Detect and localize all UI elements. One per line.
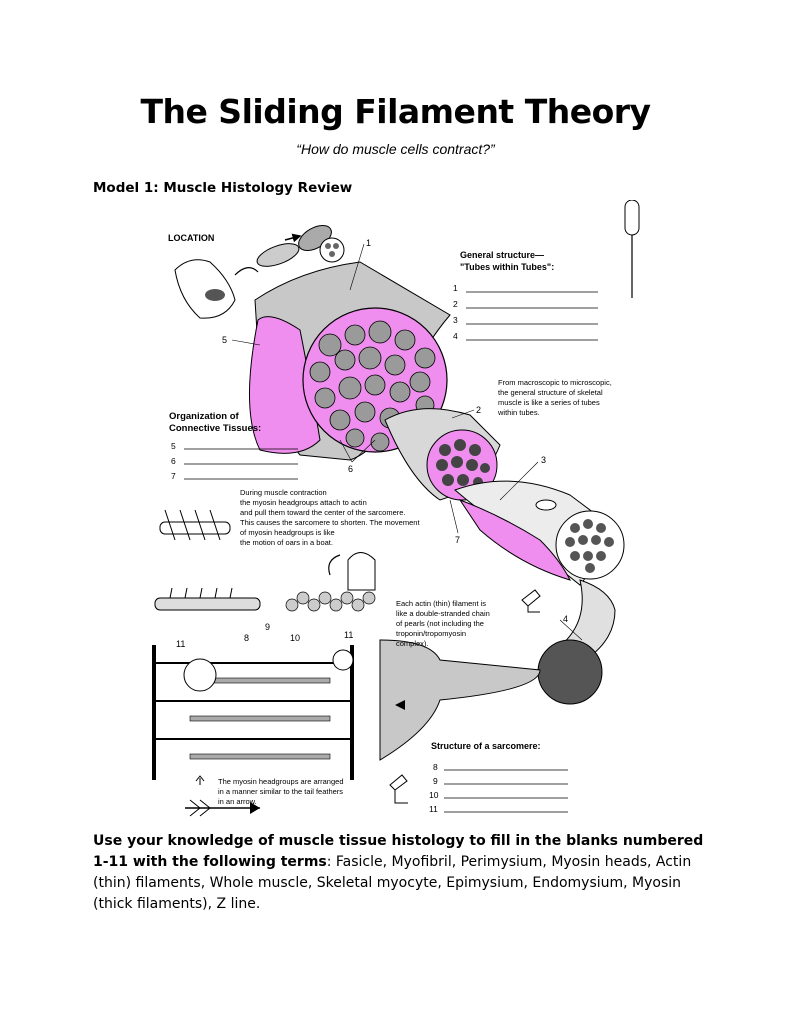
blank-8-label: 8 (433, 762, 438, 772)
actin-note-line: Each actin (thin) filament is (396, 599, 487, 608)
org-blanks (171, 441, 176, 481)
callout-11-right: 11 (344, 630, 354, 640)
contraction-note-line: This causes the sarcomere to shorten. The movement (240, 518, 420, 527)
blank-5-label: 5 (171, 441, 176, 451)
callout-8: 8 (244, 633, 250, 643)
microscope-icon (390, 775, 408, 803)
org-subtitle: Connective Tissues: (169, 423, 262, 434)
callout-11-left: 11 (176, 639, 186, 649)
sarcomere-title: Structure of a sarcomere: (431, 741, 541, 751)
blank-11-label: 11 (429, 804, 438, 814)
actin-note-line: of pearls (not including the (396, 619, 484, 628)
actin-note-line: troponin/tropomyosin (396, 629, 467, 638)
instructions-terms: : Fasicle, Myofibril, Perimysium, Myosin heads, Actin (thin) filaments, Whole muscle, Skeletal myocyte, Epimysium, Endomysium, Myosin (thick filaments), Z line. (93, 854, 692, 912)
blank-9-label: 9 (433, 776, 438, 786)
callout-9: 9 (265, 622, 271, 632)
actin-note (396, 599, 490, 648)
contraction-note-line: the myosin headgroups attach to actin (240, 498, 367, 507)
z-line-left (152, 645, 156, 780)
sarcomere-diagram (152, 645, 354, 780)
general-structure-subtitle: "Tubes within Tubes": (460, 262, 555, 272)
pipette-icon (625, 200, 639, 235)
macro-note (497, 378, 612, 417)
general-structure-title: General structure— (460, 250, 545, 260)
macro-note-line: within tubes. (498, 408, 540, 417)
arm-sketch (175, 260, 235, 318)
callout-4: 4 (563, 614, 569, 624)
contraction-note-line: During muscle contraction (240, 488, 327, 497)
org-title: Organization of (169, 411, 239, 422)
arrow-note-line: in an arrow. (218, 797, 257, 806)
location-arrow (235, 268, 258, 275)
callout-5: 5 (222, 335, 228, 345)
blank-1-label: 1 (453, 283, 458, 293)
macro-note-line: the general structure of skeletal (498, 388, 603, 397)
callout-10: 10 (290, 633, 301, 643)
fascicle-section-sketch (320, 238, 344, 262)
blank-10-label: 10 (429, 790, 439, 800)
callout-2: 2 (476, 405, 482, 415)
microscope-icon (522, 590, 540, 612)
callout-7: 7 (455, 535, 461, 545)
model-heading: Model 1: Muscle Histology Review (93, 180, 353, 196)
muscle-histology-figure (145, 200, 665, 825)
contraction-note-line: of myosin headgroups is like (240, 528, 335, 537)
blank-3-label: 3 (453, 315, 458, 325)
page-subtitle: “How do muscle cells contract?” (296, 141, 495, 157)
blank-2-label: 2 (453, 299, 458, 309)
arrow-note (218, 777, 344, 806)
instructions-bold: Use your knowledge of muscle tissue histology to fill in the blanks numbered 1-11 with the following terms (93, 833, 704, 870)
callout-3: 3 (541, 455, 547, 465)
macro-note-line: muscle is like a series of tubes (498, 398, 600, 407)
contraction-note-line: and pull them toward the center of the sarcomere. (240, 508, 406, 517)
location-label: LOCATION (168, 233, 215, 243)
blank-6-label: 6 (171, 456, 176, 466)
contraction-note (240, 488, 420, 547)
blank-7-label: 7 (171, 471, 176, 481)
contraction-note-line: the motion of oars in a boat. (240, 538, 333, 547)
sarcomere-blanks (429, 762, 439, 814)
macro-note-line: From macroscopic to microscopic, (498, 378, 612, 387)
myofibril-cross-section (538, 640, 602, 704)
instructions (93, 831, 713, 915)
callout-6: 6 (348, 464, 354, 474)
general-structure-blanks (453, 283, 458, 341)
necklace-sketch (348, 553, 375, 591)
biceps-sketch (205, 289, 225, 301)
thick-filament (190, 716, 330, 721)
thick-filament (190, 754, 330, 759)
actin-pearls-sketch (286, 592, 375, 611)
callout-1: 1 (366, 238, 372, 248)
blank-4-label: 4 (453, 331, 458, 341)
actin-note-line: complex). (396, 639, 429, 648)
arrow-note-line: The myosin headgroups are arranged (218, 777, 344, 786)
page-title: The Sliding Filament Theory (140, 92, 651, 131)
actin-note-line: like a double-stranded chain (396, 609, 490, 618)
arrow-note-line: in a manner similar to the tail feathers (218, 787, 344, 796)
whole-muscle-sketch (254, 239, 302, 271)
